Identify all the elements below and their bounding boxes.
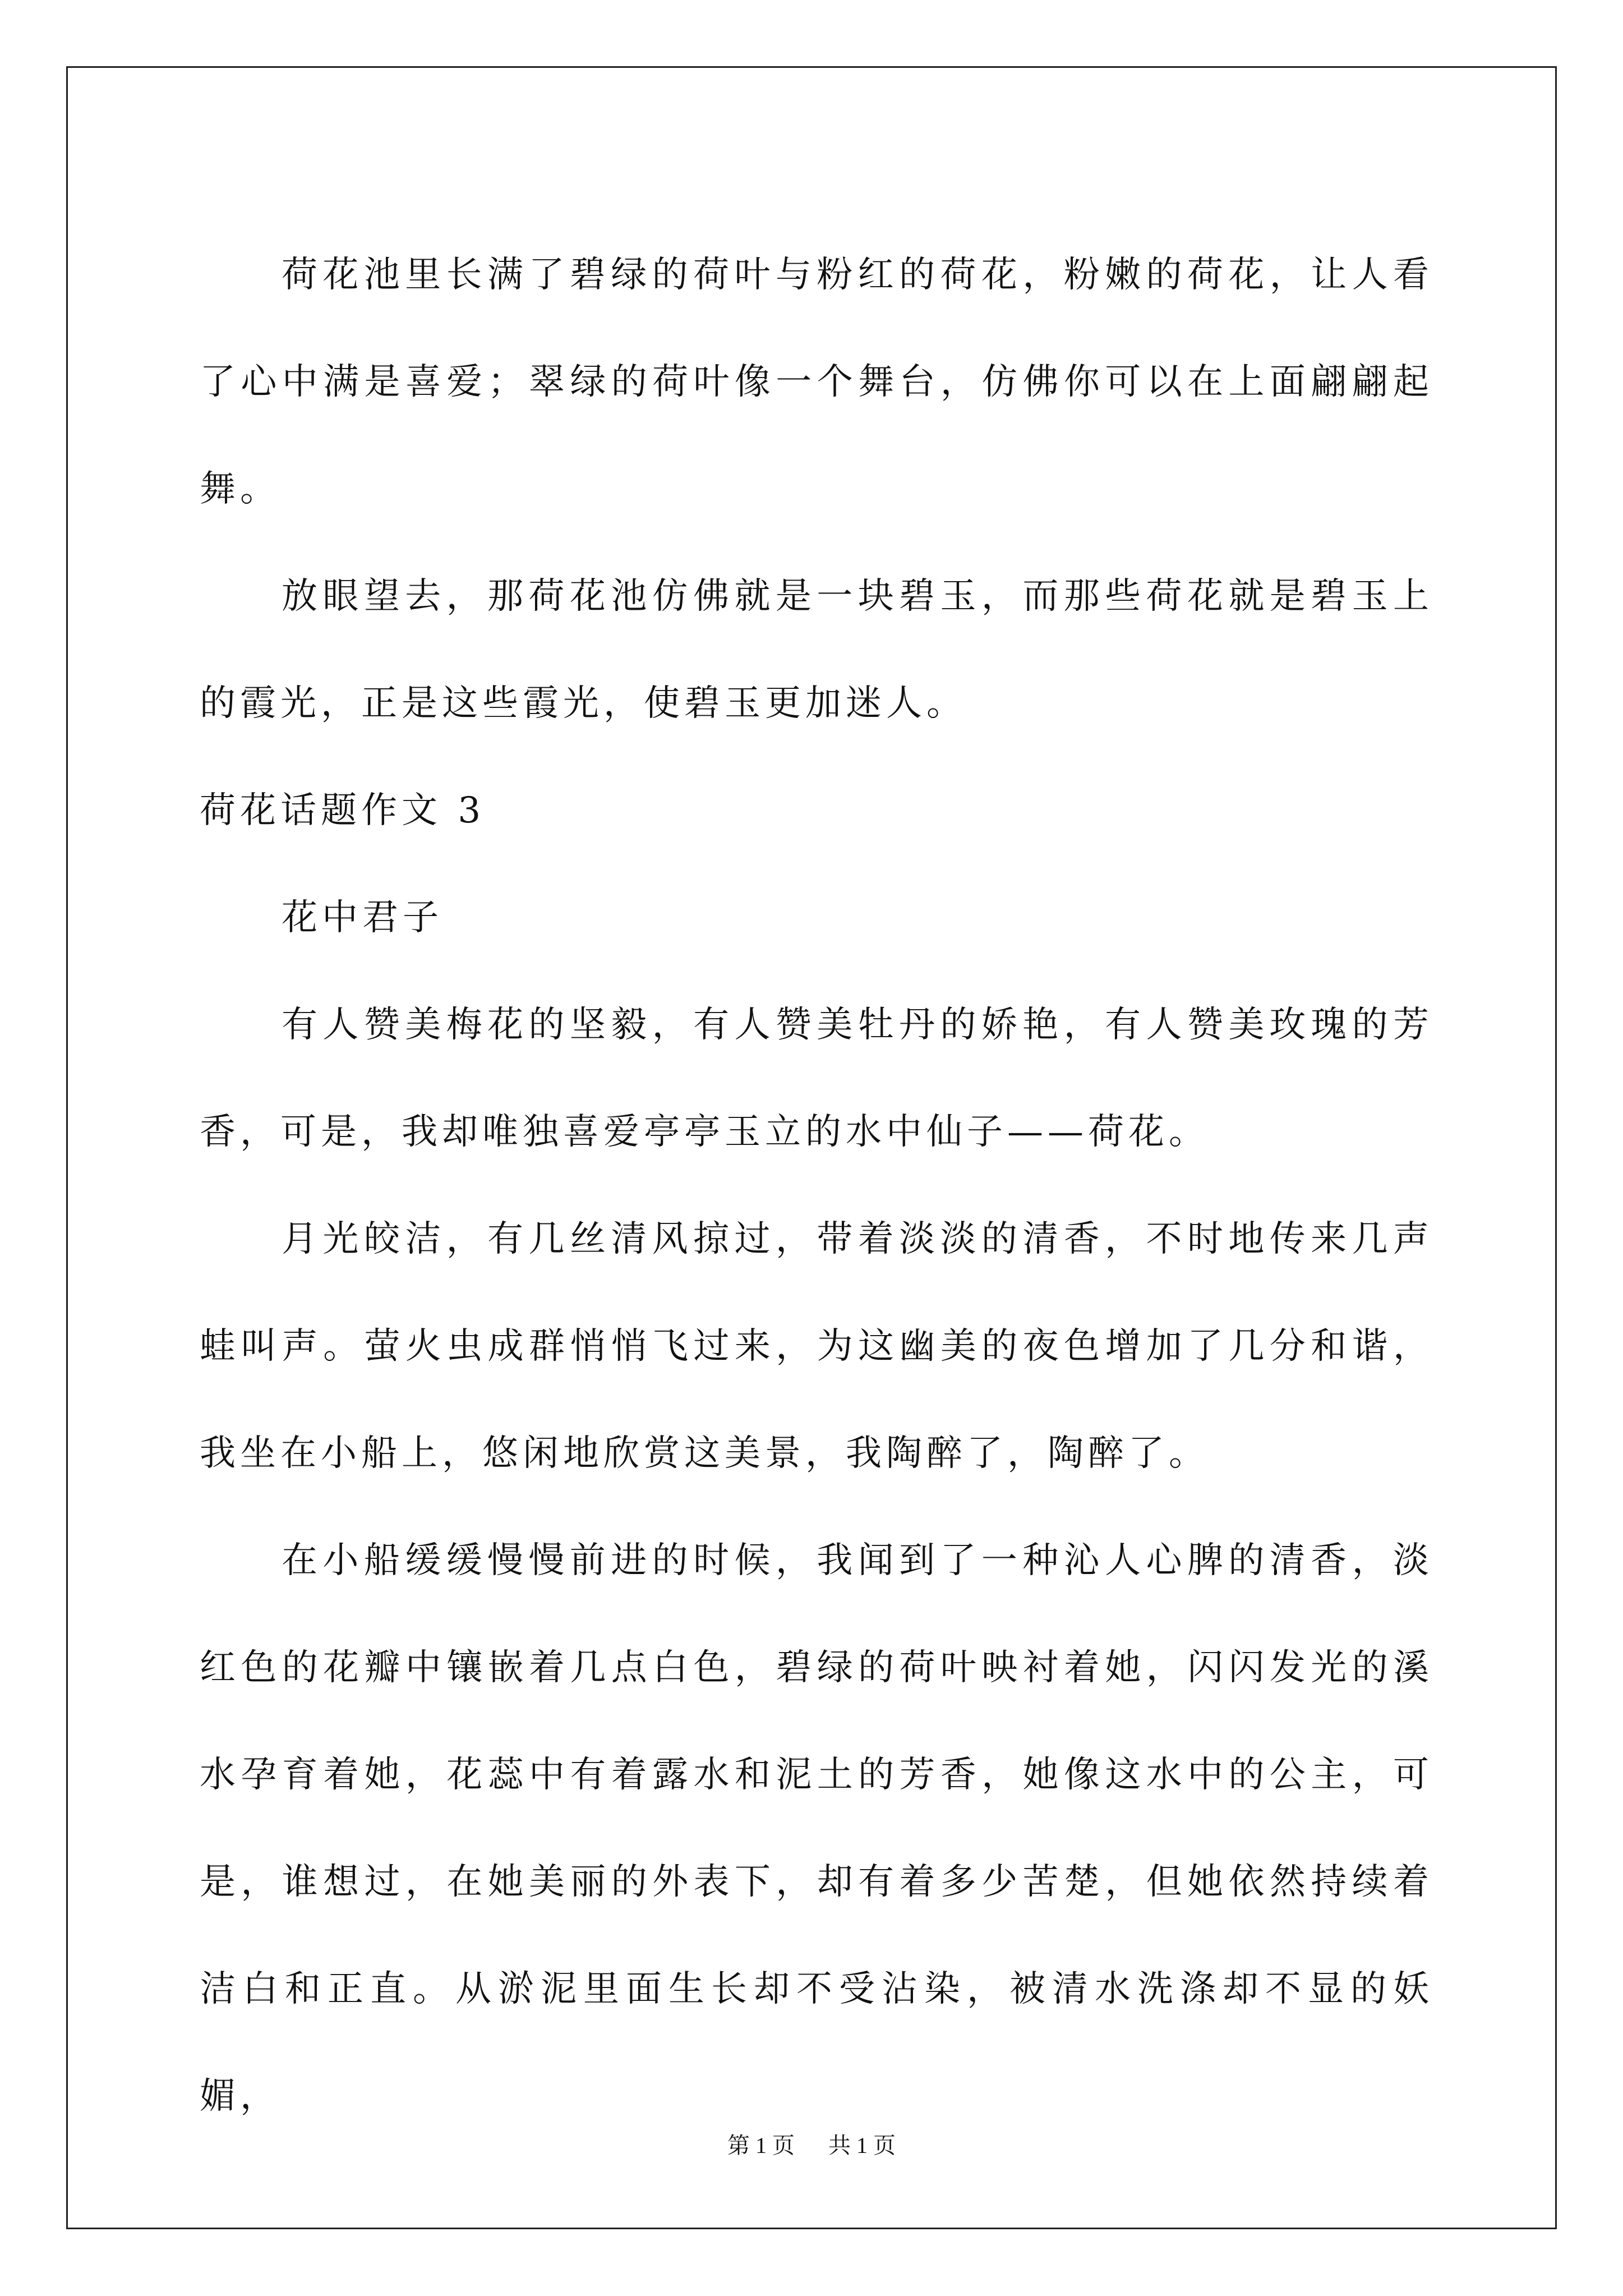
paragraph-lotus-pond: 荷花池里长满了碧绿的荷叶与粉红的荷花，粉嫩的荷花，让人看了心中满是喜爱；翠绿的荷叶像一个舞台，仿佛你可以在上面翩翩起舞。 — [200, 254, 1433, 510]
document-body — [200, 222, 1433, 2150]
page-footer — [0, 2130, 1623, 2161]
page-total: 共 1 页 — [828, 2133, 896, 2158]
paragraph-jade-view: 放眼望去，那荷花池仿佛就是一块碧玉，而那些荷花就是碧玉上的霞光，正是这些霞光，使碧玉更加迷人。 — [200, 576, 1433, 724]
essay-paragraph-moonlight: 月光皎洁，有几丝清风掠过，带着淡淡的清香，不时地传来几声蛙叫声。萤火虫成群悄悄飞过来，为这幽美的夜色增加了几分和谐，我坐在小船上，悠闲地欣赏这美景，我陶醉了，陶醉了。 — [200, 1218, 1433, 1474]
essay-paragraph-boat: 在小船缓缓慢慢前进的时候，我闻到了一种沁人心脾的清香，淡红色的花瓣中镶嵌着几点白色，碧绿的荷叶映衬着她，闪闪发光的溪水孕育着她，花蕊中有着露水和泥土的芳香，她像这水中的公主，可是，谁想过，在她美丽的外表下，却有着多少苦楚，但她依然持续着洁白和正直。从淤泥里面生长却不受沾染，被清水洗涤却不显的妖媚， — [200, 1540, 1433, 2117]
section-title: 荷花话题作文 3 — [200, 790, 486, 831]
page-number: 第 1 页 — [727, 2133, 795, 2158]
essay-paragraph-praise: 有人赞美梅花的坚毅，有人赞美牡丹的娇艳，有人赞美玫瑰的芳香，可是，我却唯独喜爱亭亭玉立的水中仙子——荷花。 — [200, 1004, 1433, 1153]
essay-title: 花中君子 — [282, 897, 443, 938]
